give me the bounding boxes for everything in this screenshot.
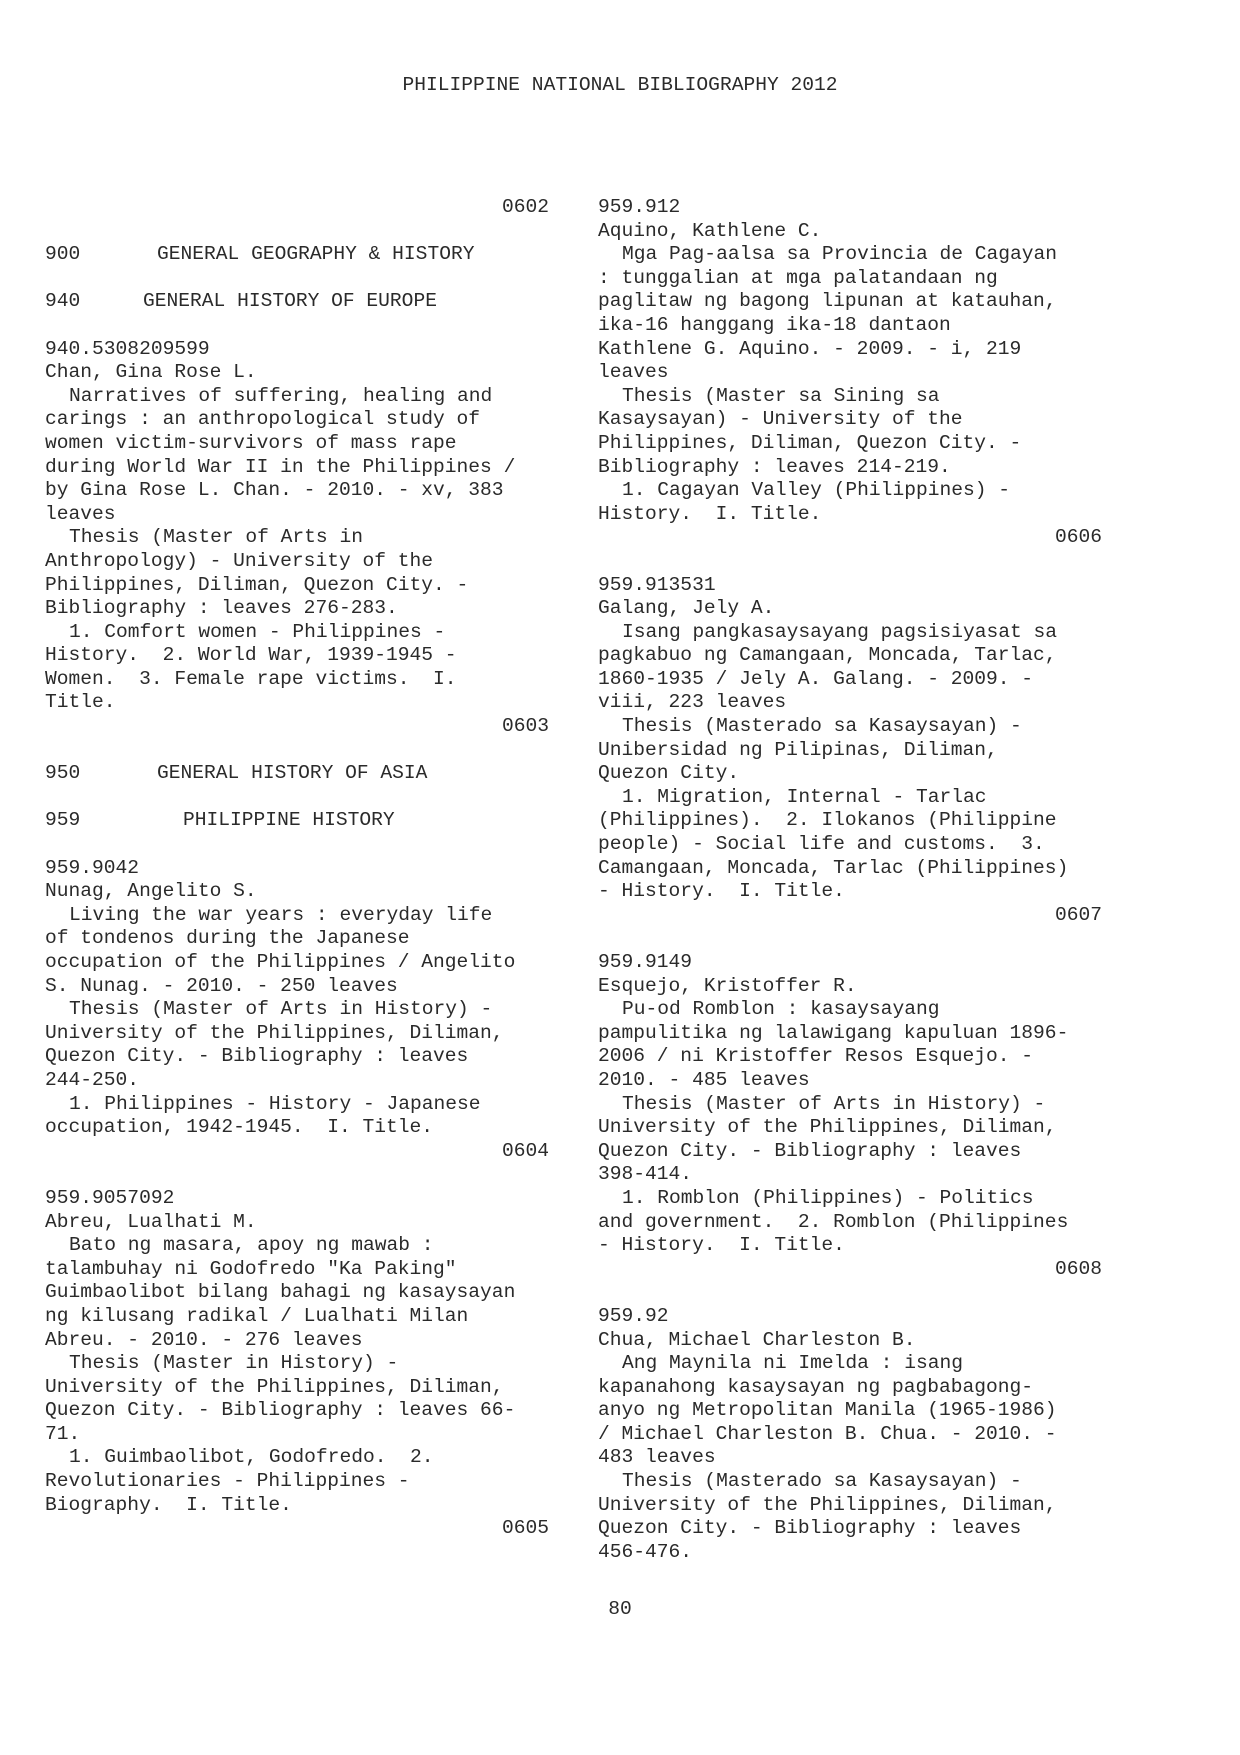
author: Galang, Jely A. <box>598 597 775 620</box>
classification-number: 940.5308209599 <box>45 337 210 360</box>
entry-text: pagkabuo ng Camangaan, Moncada, Tarlac, <box>598 644 1057 667</box>
entry-text: Isang pangkasaysayang pagsisiyasat sa <box>622 620 1058 643</box>
entry-note: Thesis (Master of Arts in History) - <box>69 998 493 1021</box>
bib-entry <box>45 338 549 739</box>
entry-text: Bato ng masara, apoy ng mawab : <box>69 1234 434 1257</box>
bib-entry <box>598 574 1102 928</box>
entry-subjects: Camangaan, Moncada, Tarlac (Philippines) <box>598 856 1069 879</box>
entry-text: Ang Maynila ni Imelda : isang <box>622 1352 963 1375</box>
entry-text: 2010. - 485 leaves <box>598 1068 810 1091</box>
entry-note: Thesis (Master sa Sining sa <box>622 384 940 407</box>
entry-subjects: 1. Guimbaolibot, Godofredo. 2. <box>69 1446 434 1469</box>
entry-text: talambuhay ni Godofredo "Ka Paking" <box>45 1257 457 1280</box>
bib-entry <box>598 1305 1102 1565</box>
entry-note: Unibersidad ng Pilipinas, Diliman, <box>598 738 998 761</box>
entry-subjects: History. 2. World War, 1939-1945 - <box>45 644 457 667</box>
entry-text: by Gina Rose L. Chan. - 2010. - xv, 383 <box>45 479 504 502</box>
entry-number: 0606 <box>1054 526 1102 549</box>
section-heading-900: 900 GENERAL GEOGRAPHY & HISTORY <box>45 243 475 266</box>
entry-subjects: History. I. Title. <box>598 502 822 525</box>
entry-number: 0605 <box>501 1517 549 1540</box>
entry-text: Mga Pag-aalsa sa Provincia de Cagayan <box>622 243 1058 266</box>
entry-subjects: occupation, 1942-1945. I. Title. <box>45 1116 434 1139</box>
entry-subjects: Biography. I. Title. <box>45 1493 292 1516</box>
entry-number: 0604 <box>501 1139 549 1162</box>
entry-note: 398-414. <box>598 1163 693 1186</box>
author: Chan, Gina Rose L. <box>45 361 257 384</box>
entry-note: Philippines, Diliman, Quezon City. - <box>45 573 469 596</box>
entry-subjects: 1. Romblon (Philippines) - Politics <box>622 1186 1034 1209</box>
author: Esquejo, Kristoffer R. <box>598 974 857 997</box>
entry-note: 71. <box>45 1422 81 1445</box>
entry-subjects: - History. I. Title. <box>598 1234 845 1257</box>
classification-number: 959.9057092 <box>45 1186 175 1209</box>
entry-note: University of the Philippines, Diliman, <box>45 1021 504 1044</box>
entry-text: pampulitika ng lalawigang kapuluan 1896- <box>598 1021 1069 1044</box>
entry-note: Thesis (Masterado sa Kasaysayan) - <box>622 715 1022 738</box>
entry-note: Quezon City. <box>598 762 740 785</box>
entry-subjects: 1. Comfort women - Philippines - <box>69 620 446 643</box>
entry-number: 0602 <box>501 196 549 218</box>
entry-subjects: (Philippines). 2. Ilokanos (Philippine <box>598 809 1057 832</box>
classification-number: 959.92 <box>598 1304 669 1327</box>
entry-text: ika-16 hanggang ika-18 dantaon <box>598 313 951 336</box>
entry-text: 1860-1935 / Jely A. Galang. - 2009. - <box>598 667 1034 690</box>
entry-subjects: - History. I. Title. <box>598 880 845 903</box>
entry-text: viii, 223 leaves <box>598 691 787 714</box>
entry-subjects: people) - Social life and customs. 3. <box>598 833 1045 856</box>
entry-text: women victim-survivors of mass rape <box>45 431 457 454</box>
left-column <box>45 196 549 1541</box>
entry-text: during World War II in the Philippines / <box>45 455 516 478</box>
entry-subjects: 1. Migration, Internal - Tarlac <box>622 785 987 808</box>
entry-text: Abreu. - 2010. - 276 leaves <box>45 1328 363 1351</box>
entry-note: Kasaysayan) - University of the <box>598 408 963 431</box>
entry-text: of tondenos during the Japanese <box>45 927 410 950</box>
entry-note: University of the Philippines, Diliman, <box>45 1375 504 1398</box>
entry-text: leaves <box>598 361 669 384</box>
entry-text: S. Nunag. - 2010. - 250 leaves <box>45 974 398 997</box>
classification-number: 959.913531 <box>598 573 716 596</box>
author: Abreu, Lualhati M. <box>45 1210 257 1233</box>
author: Aquino, Kathlene C. <box>598 219 822 242</box>
section-heading-940: 940 GENERAL HISTORY OF EUROPE <box>45 290 437 313</box>
entry-note: Philippines, Diliman, Quezon City. - <box>598 431 1022 454</box>
page-number: 80 <box>608 1598 632 1620</box>
entry-note: Quezon City. - Bibliography : leaves <box>598 1517 1022 1540</box>
entry-subjects: and government. 2. Romblon (Philippines <box>598 1210 1069 1233</box>
classification-number: 959.9149 <box>598 951 693 973</box>
entry-text: : tunggalian at mga palatandaan ng <box>598 266 998 289</box>
classification-number: 959.9042 <box>45 856 140 879</box>
section-heading-950: 950 GENERAL HISTORY OF ASIA <box>45 762 428 785</box>
entry-note: Quezon City. - Bibliography : leaves 66- <box>45 1399 516 1422</box>
entry-note: Thesis (Master of Arts in History) - <box>622 1092 1046 1115</box>
entry-note: University of the Philippines, Diliman, <box>598 1116 1057 1139</box>
entry-note: Quezon City. - Bibliography : leaves <box>45 1045 469 1068</box>
entry-number: 0607 <box>1054 903 1102 926</box>
entry-subjects: Revolutionaries - Philippines - <box>45 1470 410 1493</box>
entry-subjects: Title. <box>45 691 116 714</box>
entry-text: Guimbaolibot bilang bahagi ng kasaysayan <box>45 1281 516 1304</box>
entry-note: Thesis (Master in History) - <box>69 1352 399 1375</box>
entry-number: 0608 <box>1054 1257 1102 1280</box>
entry-note: 456-476. <box>598 1540 693 1563</box>
page-header: PHILIPPINE NATIONAL BIBLIOGRAPHY 2012 <box>402 74 838 96</box>
entry-subjects: 1. Cagayan Valley (Philippines) - <box>622 479 1011 502</box>
bib-entry <box>598 951 1102 1281</box>
entry-text: / Michael Charleston B. Chua. - 2010. - <box>598 1422 1057 1445</box>
bib-entry <box>598 196 1102 550</box>
classification-number: 959.912 <box>598 196 681 218</box>
entry-number: 0603 <box>501 715 549 738</box>
entry-subjects: Women. 3. Female rape victims. I. <box>45 667 457 690</box>
entry-note: 244-250. <box>45 1068 140 1091</box>
author: Chua, Michael Charleston B. <box>598 1328 916 1351</box>
entry-text: 2006 / ni Kristoffer Resos Esquejo. - <box>598 1045 1034 1068</box>
entry-text: Narratives of suffering, healing and <box>69 384 493 407</box>
bib-entry <box>45 857 549 1164</box>
entry-note: Thesis (Master of Arts in <box>69 526 363 549</box>
author: Nunag, Angelito S. <box>45 880 257 903</box>
entry-text: 483 leaves <box>598 1446 716 1469</box>
entry-note: Thesis (Masterado sa Kasaysayan) - <box>622 1470 1022 1493</box>
entry-text: Kathlene G. Aquino. - 2009. - i, 219 <box>598 337 1022 360</box>
entry-note: Anthropology) - University of the <box>45 549 434 572</box>
entry-text: anyo ng Metropolitan Manila (1965-1986) <box>598 1399 1057 1422</box>
right-column <box>598 196 1102 1564</box>
entry-subjects: 1. Philippines - History - Japanese <box>69 1092 481 1115</box>
entry-note: University of the Philippines, Diliman, <box>598 1493 1057 1516</box>
entry-text: carings : an anthropological study of <box>45 408 481 431</box>
entry-text: paglitaw ng bagong lipunan at katauhan, <box>598 290 1057 313</box>
section-heading-959: 959 PHILIPPINE HISTORY <box>45 809 395 832</box>
entry-text: Pu-od Romblon : kasaysayang <box>622 998 940 1021</box>
bib-entry <box>45 1187 549 1541</box>
entry-text: occupation of the Philippines / Angelito <box>45 951 516 973</box>
entry-note: Bibliography : leaves 276-283. <box>45 597 398 620</box>
entry-text: leaves <box>45 502 116 525</box>
entry-text: ng kilusang radikal / Lualhati Milan <box>45 1304 469 1327</box>
entry-note: Quezon City. - Bibliography : leaves <box>598 1139 1022 1162</box>
entry-text: kapanahong kasaysayan ng pagbabagong- <box>598 1375 1034 1398</box>
entry-note: Bibliography : leaves 214-219. <box>598 455 951 478</box>
entry-text: Living the war years : everyday life <box>69 903 493 926</box>
